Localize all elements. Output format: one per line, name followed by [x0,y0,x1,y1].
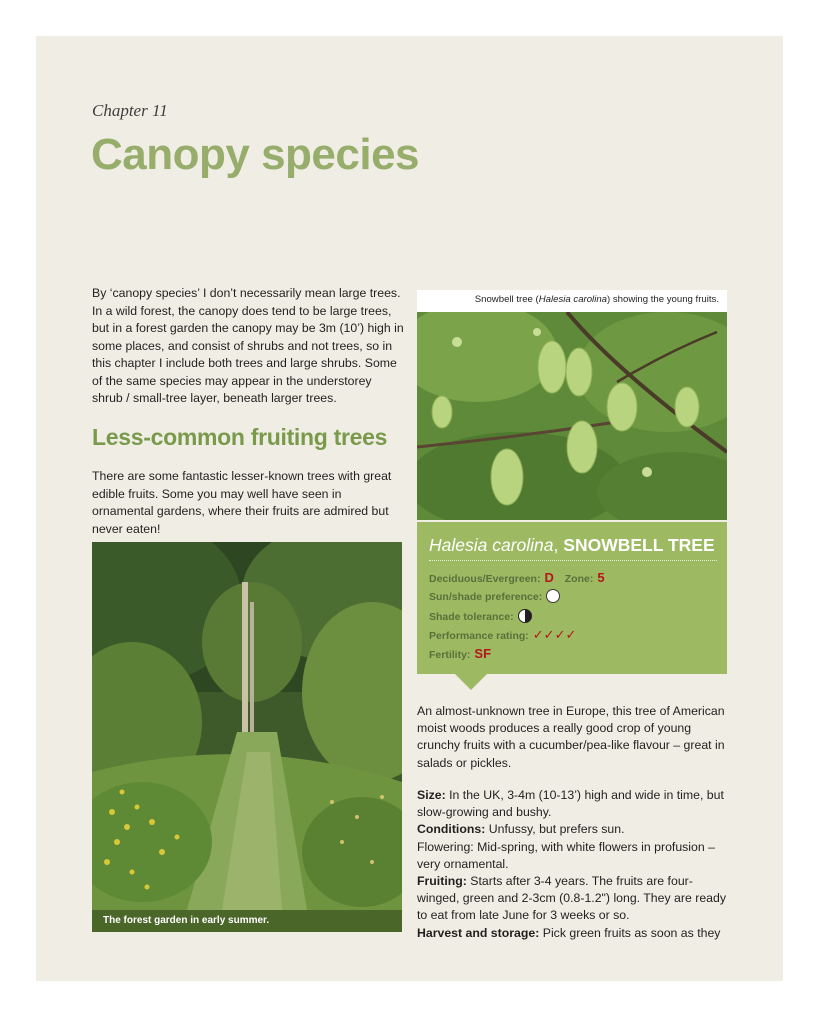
caption-pre: Snowbell tree ( [474,294,539,305]
species-title-separator: , [553,535,559,555]
open-circle-icon [546,589,560,603]
snowbell-photo-caption [417,290,727,312]
conditions-label: Conditions: [417,822,486,837]
performance-label: Performance rating: [429,630,529,642]
conditions-text: Unfussy, but prefers sun. [485,822,625,837]
species-details [417,787,732,942]
harvest-label: Harvest and storage: [417,925,540,940]
sun-label: Sun/shade preference: [429,591,543,603]
caption-post: ) showing the young fruits. [607,294,719,305]
size-label: Size: [417,788,446,802]
forest-garden-photo [92,542,402,910]
fertility-label: Fertility: [429,649,471,661]
caption-latin: Halesia carolina [538,294,607,305]
deciduous-value: D [544,570,554,585]
attribute-deciduous [429,570,605,585]
snowbell-tree-photo [417,312,727,520]
shade-label: Shade tolerance: [429,611,514,623]
chapter-label: Chapter 11 [92,101,168,120]
species-latin-name: Halesia carolina [429,535,554,555]
half-filled-circle-icon [518,609,532,623]
attribute-shade-tolerance [429,609,532,623]
attribute-sun-shade [429,589,560,603]
flowering-line: Flowering: Mid-spring, with white flowers in profusion – very ornamental. [417,839,715,871]
intro-paragraph: By ‘canopy species’ I don’t necessarily mean large trees. In a wild forest, the canopy does tend to be large trees, but in a forest garden the canopy may be 3m (10’) high in some places, and consist of shrubs and not trees, so in this chapter I include both trees and large shrubs. Some of the same species may appear in the understorey shrub / small-tree layer, beneath larger trees. [92,286,404,405]
chapter-title: Canopy species [91,130,420,179]
forest-photo-caption: The forest garden in early summer. [92,910,402,932]
harvest-text: Pick green fruits as soon as they [539,925,721,940]
zone-label: Zone: [564,573,594,585]
infobox-pointer [455,674,487,690]
species-description: An almost-unknown tree in Europe, this tree of American moist woods produces a really good crop of young crunchy fruits with a cucumber/pea-like flavour – great in salads or pickles. [417,704,725,770]
species-title [429,535,717,561]
deciduous-label: Deciduous/Evergreen: [429,573,541,585]
zone-value: 5 [597,570,605,585]
fertility-value: SF [474,646,492,661]
attribute-fertility [429,646,491,661]
section-paragraph: There are some fantastic lesser-known trees with great edible fruits. Some you may well have seen in ornamental gardens, where their fruits are admired but never eaten! [92,469,392,536]
size-text: In the UK, 3-4m (10-13’) high and wide in time, but slow-growing and bushy. [417,788,724,820]
attribute-performance [429,627,576,643]
species-common-name: SNOWBELL TREE [563,535,715,555]
fruiting-label: Fruiting: [417,874,467,889]
size-line [417,787,732,821]
performance-value: ✓✓✓✓ [532,627,577,642]
section-heading: Less-common fruiting trees [92,424,388,450]
fruiting-line [417,873,732,925]
conditions-line [417,821,732,838]
harvest-line [417,925,732,942]
fruiting-text: Starts after 3-4 years. The fruits are four-winged, green and 2-3cm (0.8-1.2") long. They are ready to eat from late June for 3 weeks or so. [417,874,727,923]
